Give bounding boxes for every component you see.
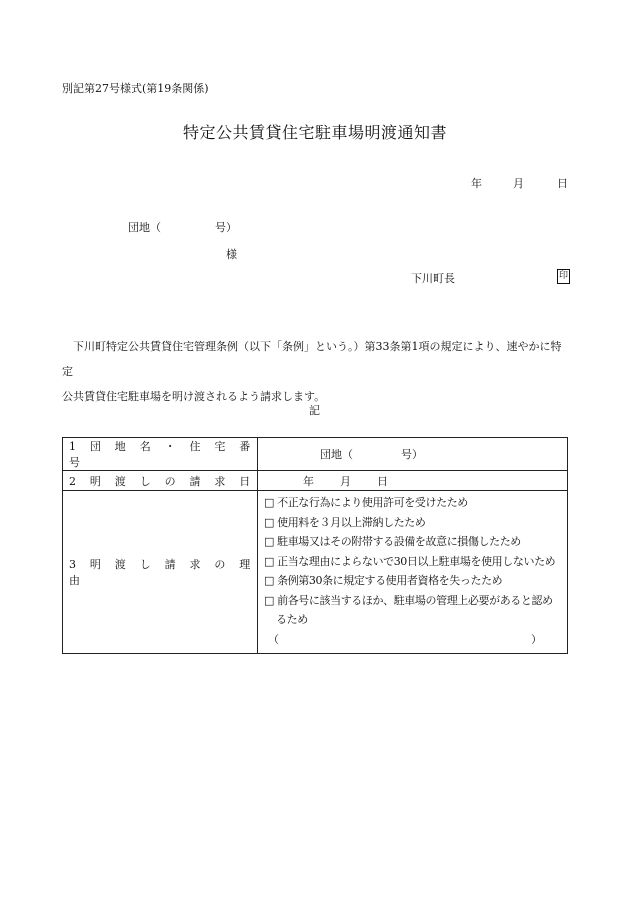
reason-item[interactable]: □ 駐車場又はその附帯する設備を故意に損傷したため [264,535,521,548]
danchi-text: 団地（ [320,448,353,461]
form-number: 別記第27号様式(第19条関係) [62,82,209,95]
reason-item[interactable]: □ 正当な理由によらないで30日以上駐車場を使用しないため [264,554,556,568]
table-row [63,491,568,654]
reason-item-continuation: るため [276,613,308,626]
seal-stamp: 印 [557,269,570,284]
paren-open: （ [268,632,279,646]
row-label-reason: 3 明 渡 し 請 求 の 理 由 [63,491,258,654]
table-row [63,471,568,491]
page-title: 特定公共賃貸住宅駐車場明渡通知書 [182,123,447,142]
row-value-reasons [258,491,568,654]
other-reason-field[interactable] [264,630,567,649]
date-month: 月 [513,177,524,190]
row-label-danchi: 1 団 地 名 ・ 住 宅 番 号 [63,438,258,471]
row-label-request-date: 2 明 渡 し の 請 求 日 [63,471,258,491]
addressee-danchi: 団地（ [128,221,161,234]
reason-item[interactable]: □ 条例第30条に規定する使用者資格を失ったため [264,574,503,587]
ki-heading: 記 [309,404,320,417]
date-day: 日 [557,177,568,190]
issuer-mayor: 下川町長 [411,272,455,285]
addressee-go: 号） [215,221,237,234]
notice-table [62,437,568,654]
row-value-danchi [258,438,568,471]
req-month: 月 [340,474,351,488]
reason-item[interactable]: □ 不正な行為により使用許可を受けたため [264,496,468,509]
notice-body-line: 公共賃貸住宅駐車場を明け渡されるよう請求します。 [62,390,326,403]
req-year: 年 [303,474,314,488]
notice-body-line: 下川町特定公共賃貸住宅管理条例（以下「条例」という。）第33条第1項の規定により、速やかに特定 [62,340,562,378]
addressee-honorific: 様 [226,248,237,261]
table-row [63,438,568,471]
reason-item[interactable]: □ 前各号に該当するほか、駐車場の管理上必要があると認め [264,593,553,607]
req-day: 日 [377,474,388,488]
notice-body [62,334,572,409]
reason-item[interactable]: □ 使用料を３月以上滞納したため [264,515,426,529]
go-text: 号） [401,448,423,461]
paren-close: ） [531,632,542,646]
row-value-request-date [258,471,568,491]
date-year: 年 [471,177,482,190]
